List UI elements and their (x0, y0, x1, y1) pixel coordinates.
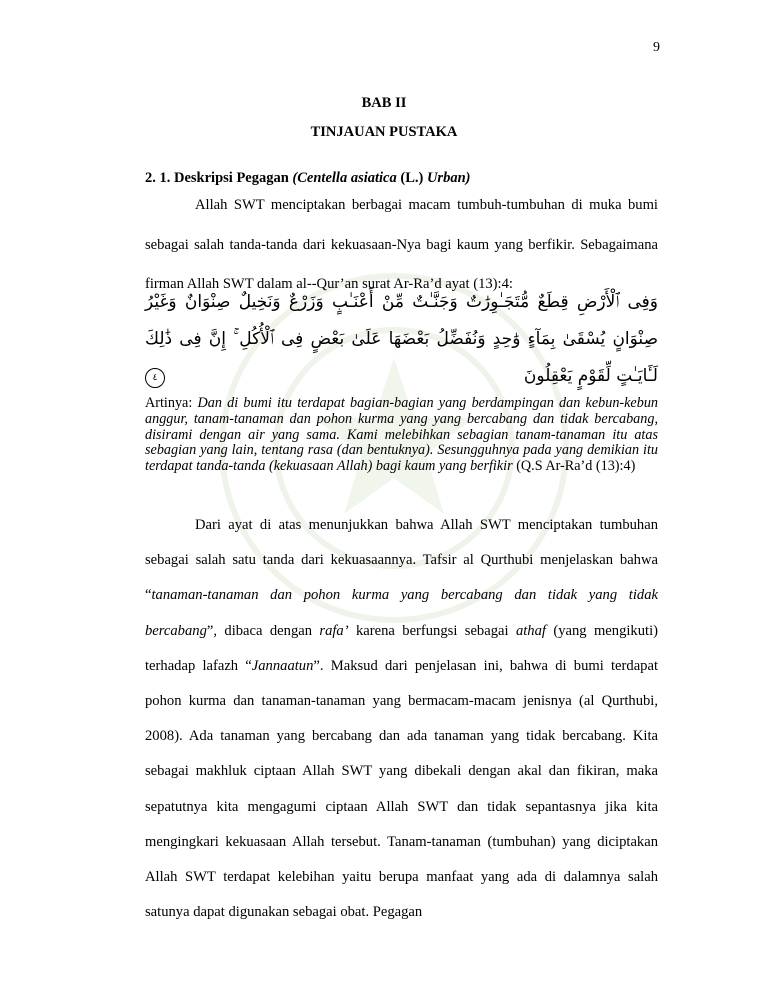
section-title-author: (L.) (396, 170, 427, 186)
p2-part2: ”, dibaca dengan (206, 622, 320, 639)
p2-quote: tanaman-tanaman dan pohon kurma yang bercabang dan tidak yang tidak bercabang (145, 587, 658, 639)
chapter-label: BAB II (361, 95, 407, 111)
p2-part4: (yang mengikuti) terhadap lafazh “ (145, 622, 658, 674)
chapter-title: TINJAUAN PUSTAKA (310, 124, 458, 140)
section-heading (145, 170, 470, 187)
translation-text: Dan di bumi itu terdapat bagian-bagian yang berdampingan dan kebun-kebun anggur, tanam-tanaman dan pohon kurma yang yang bercabang dan tidak bercabang, disirami dengan air yang sama. Kami melebihkan sebagian tanam-tanaman itu atas sebagian yang lain, tentang rasa (dan bentuknya). Sesungguhnya pada yang demikian itu terdapat tanda-tanda (kekuasaan Allah) bagi kaum yang berfikir (145, 395, 659, 475)
p2-part3: karena berfungsi sebagai (348, 622, 516, 639)
p2-athaf: athaf (515, 622, 546, 639)
section-title-species: (Centella asiatica (292, 170, 397, 186)
translation-citation: (Q.S Ar-Ra’d (13):4) (512, 458, 636, 475)
p2-rafa: rafa’ (319, 622, 349, 639)
p2-jannaatun: Jannaatun (251, 657, 314, 674)
paragraph-explanation (145, 508, 658, 930)
page-number: 9 (653, 40, 660, 55)
verse-translation (145, 396, 658, 475)
p2-part1: Dari ayat di atas menunjukkan bahwa Allah SWT menciptakan tumbuhan sebagai salah satu tanda dari kekuasaannya. Tafsir al Qurthubi menjelaskan bahwa “ (145, 517, 658, 604)
section-title-author2: Urban) (426, 170, 471, 186)
section-number: 2. 1. (145, 170, 171, 186)
quran-verse-arabic: وَفِى ٱلْأَرْضِ قِطَعٌ مُّتَجَـٰوِرَٰتٌ وَجَنَّـٰتٌ مِّنْ أَعْنَـٰبٍ وَزَرْعٌ وَنَخِيلٌ صِنْوَانٌ وَغَيْرُ صِنْوَانٍ يُسْقَىٰ بِمَآءٍ وَٰحِدٍ وَنُفَضِّلُ بَعْضَهَا عَلَىٰ بَعْضٍ فِى ٱلْأُكُلِ ۚ إِنَّ فِى ذَٰلِكَ لَـَٔايَـٰتٍ لِّقَوْمٍ يَعْقِلُونَ (145, 292, 658, 386)
p2-part5: ”. Maksud dari penjelasan ini, bahwa di bumi terdapat pohon kurma dan tanaman-tanaman yang bermacam-macam jenisnya (al Qurthubi, 2008). Ada tanaman yang bercabang dan ada tanaman yang tidak bercabang. Kita sebagai makhluk ciptaan Allah SWT yang dibekali dengan akal dan fikiran, maka sepatutnya kita mengagumi ciptaan Allah SWT dan tidak sepantasnya jika kita mengingkari kekuasaan Allah tersebut. Tanam-tanaman (tumbuhan) yang diciptakan Allah SWT terdapat kelebihan yaitu berupa manfaat yang ada di dalamnya salah satunya dapat digunakan sebagai obat. Pegagan (145, 657, 658, 921)
section-title-lead: Deskripsi Pegagan (174, 170, 293, 186)
paragraph-intro: Allah SWT menciptakan berbagai macam tumbuh-tumbuhan di muka bumi sebagai salah tanda-tanda dari kekuasaan-Nya bagi kaum yang berfikir. Sebagaimana firman Allah SWT dalam al--Qur’an surat Ar-Ra’d ayat (13):4: (145, 197, 658, 292)
translation-label: Artinya: (145, 395, 198, 411)
ayah-number-mark: ٤ (145, 368, 165, 388)
